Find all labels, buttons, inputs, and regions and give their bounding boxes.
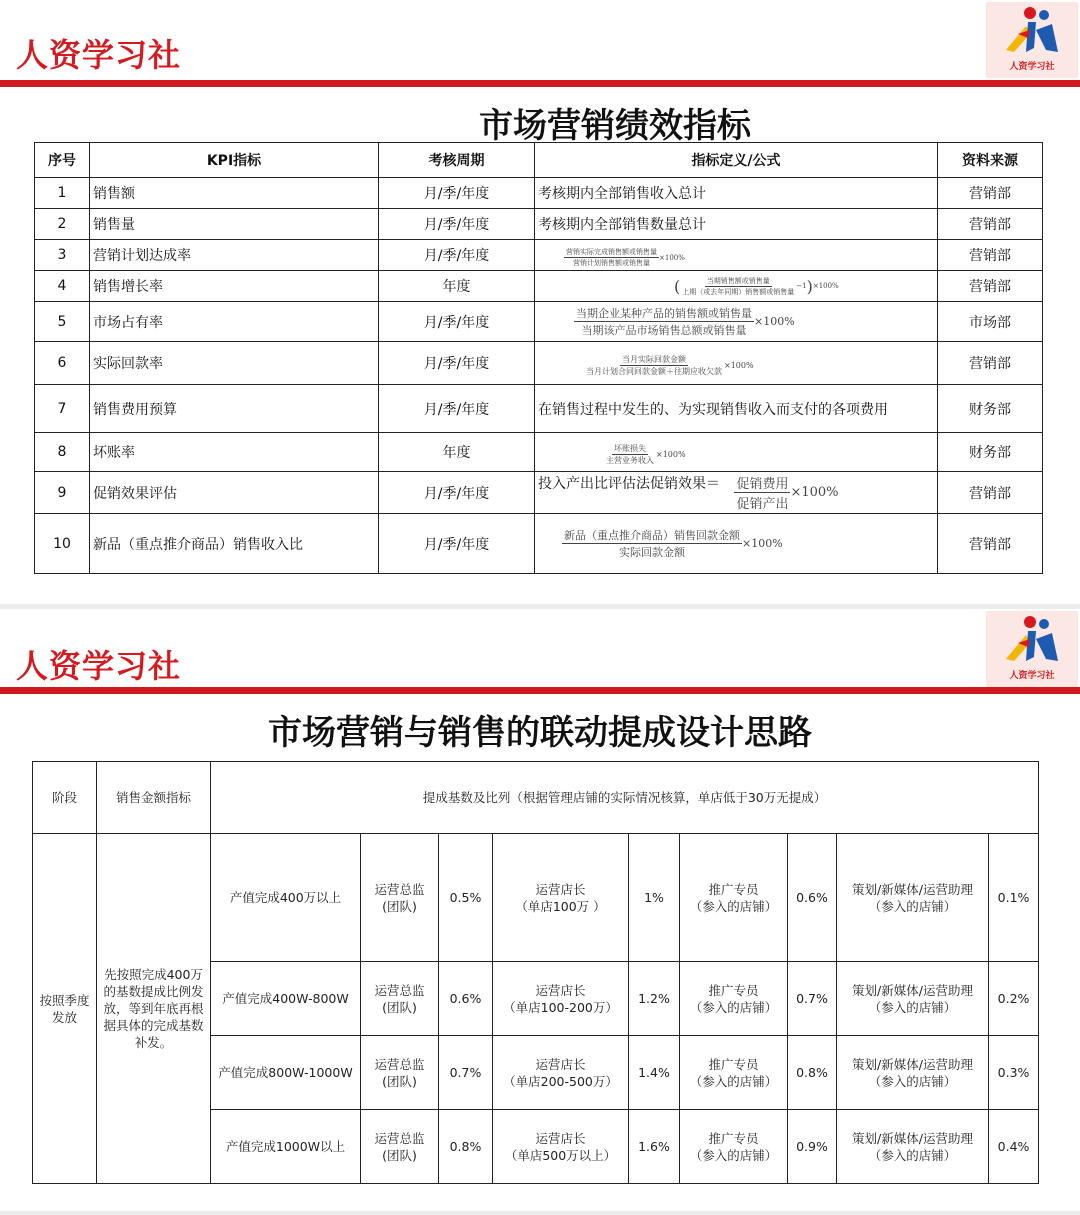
formula-post: ×100% (812, 282, 839, 290)
rate-cell: 0.8% (788, 1036, 837, 1110)
row-period: 年度 (379, 271, 535, 302)
logo-caption: 人资学习社 (1009, 62, 1055, 72)
role-cell (680, 834, 788, 962)
role-cell (680, 962, 788, 1036)
role-note: (团队) (382, 1147, 417, 1163)
table-row (33, 834, 1039, 962)
brand-logo (986, 2, 1078, 78)
row-no: 10 (35, 514, 90, 574)
row-kpi: 新品（重点推介商品）销售收入比 (90, 514, 379, 574)
formula (604, 443, 686, 466)
header-kpi: KPI指标 (90, 143, 379, 178)
role-note: （参入的店铺） (868, 1147, 957, 1163)
table-row (35, 209, 1043, 240)
role-name: 运营店长 (535, 1056, 586, 1072)
row-kpi: 营销计划达成率 (90, 240, 379, 271)
target-cell: 产值完成400万以上 (211, 834, 361, 962)
formula-numerator: 当月实际回款金额 (622, 354, 686, 364)
row-no: 1 (35, 178, 90, 209)
formula-numerator: 营销实际完成销售额或销售量 (566, 248, 657, 256)
rate-cell: 0.3% (989, 1036, 1039, 1110)
role-cell (493, 1110, 629, 1184)
row-no: 4 (35, 271, 90, 302)
formula-denominator: 营销计划销售额或销售量 (573, 259, 650, 267)
rate-cell: 1% (629, 834, 680, 962)
row-source: 营销部 (938, 209, 1043, 240)
rate-cell: 0.6% (439, 962, 493, 1036)
role-name: 策划/新媒体/运营助理 (852, 982, 973, 998)
row-period: 月/季/年度 (379, 342, 535, 385)
role-note: （单店200-500万） (503, 1073, 618, 1089)
table-header-row (33, 762, 1039, 834)
row-source: 财务部 (938, 433, 1043, 472)
header-period: 考核周期 (379, 143, 535, 178)
role-name: 运营总监 (374, 1130, 425, 1146)
row-source: 营销部 (938, 514, 1043, 574)
formula (564, 247, 685, 268)
role-note: （参入的店铺） (868, 999, 957, 1015)
formula (734, 473, 838, 512)
row-definition: 在销售过程中发生的、为实现销售收入而支付的各项费用 (535, 385, 938, 433)
role-note: (团队) (382, 999, 417, 1015)
formula-denominator: 主营业务收入 (606, 455, 654, 465)
formula-numerator: 新品（重点推介商品）销售回款金额 (564, 529, 740, 542)
header-definition: 指标定义/公式 (535, 143, 938, 178)
role-note: （参入的店铺） (689, 898, 778, 914)
role-note: （单店100万 ） (515, 898, 606, 914)
row-definition (535, 302, 938, 342)
role-cell (361, 1110, 439, 1184)
table-row (35, 342, 1043, 385)
rate-cell: 0.2% (989, 962, 1039, 1036)
formula-numerator: 当期企业某种产品的销售额或销售量 (576, 307, 752, 320)
role-note: （参入的店铺） (689, 1073, 778, 1089)
rate-cell: 1.6% (629, 1110, 680, 1184)
formula-tail: ×100% (724, 360, 754, 370)
target-cell: 产值完成1000W以上 (211, 1110, 361, 1184)
formula-tail: ×100% (742, 537, 783, 550)
row-no: 3 (35, 240, 90, 271)
row-kpi: 实际回款率 (90, 342, 379, 385)
row-period: 月/季/年度 (379, 178, 535, 209)
slide-commission (0, 609, 1080, 1211)
row-no: 8 (35, 433, 90, 472)
rate-cell: 0.4% (989, 1110, 1039, 1184)
role-note: (团队) (382, 898, 417, 914)
row-kpi: 促销效果评估 (90, 472, 379, 514)
page-title: 市场营销绩效指标 (479, 106, 751, 146)
indicator-cell: 先按照完成400万的基数提成比例发放，等到年底再根据具体的完成基数补发。 (97, 834, 211, 1184)
row-definition (535, 433, 938, 472)
rate-cell: 0.7% (788, 962, 837, 1036)
row-kpi: 市场占有率 (90, 302, 379, 342)
formula-tail: ×100% (659, 253, 685, 262)
row-definition: 考核期内全部销售数量总计 (535, 209, 938, 240)
header-red-bar (0, 80, 1080, 87)
role-note: （单店100-200万） (503, 999, 618, 1015)
header-no: 序号 (35, 143, 90, 178)
row-kpi: 销售增长率 (90, 271, 379, 302)
role-cell (361, 834, 439, 962)
row-no: 7 (35, 385, 90, 433)
rate-cell: 1.2% (629, 962, 680, 1036)
role-note: （参入的店铺） (689, 999, 778, 1015)
logo-caption: 人资学习社 (1009, 671, 1055, 681)
table-row (35, 240, 1043, 271)
rate-cell: 0.7% (439, 1036, 493, 1110)
role-cell (493, 962, 629, 1036)
table-header-row (35, 143, 1043, 178)
rate-cell: 0.9% (788, 1110, 837, 1184)
formula-denominator: 当月计划合同回款金额＋往期应收欠款 (586, 366, 722, 376)
table-row (35, 433, 1043, 472)
row-period: 月/季/年度 (379, 385, 535, 433)
row-source: 营销部 (938, 240, 1043, 271)
logo-figure-icon (1000, 613, 1064, 667)
row-period: 月/季/年度 (379, 209, 535, 240)
formula-denominator: 实际回款金额 (619, 546, 685, 559)
row-source: 营销部 (938, 178, 1043, 209)
row-no: 5 (35, 302, 90, 342)
header-basis: 提成基数及比列（根据管理店铺的实际情况核算，单店低于30万无提成） (211, 762, 1039, 834)
role-note: （单店500万以上） (504, 1147, 617, 1163)
role-name: 运营总监 (374, 881, 425, 897)
formula (574, 305, 795, 338)
row-kpi: 销售量 (90, 209, 379, 240)
role-name: 运营总监 (374, 1056, 425, 1072)
role-cell (680, 1036, 788, 1110)
table-row (35, 302, 1043, 342)
row-definition (535, 271, 938, 302)
brand-logo (986, 611, 1078, 687)
header-stage: 阶段 (33, 762, 97, 834)
role-name: 推广专员 (708, 881, 759, 897)
commission-table (32, 761, 1039, 1184)
row-source: 营销部 (938, 271, 1043, 302)
table-row (35, 514, 1043, 574)
role-note: （参入的店铺） (868, 1073, 957, 1089)
row-definition (535, 514, 938, 574)
role-cell (837, 1036, 989, 1110)
row-definition (535, 472, 938, 514)
target-cell: 产值完成800W-1000W (211, 1036, 361, 1110)
row-definition (535, 240, 938, 271)
formula-numerator: 当期销售额或销售量 (706, 276, 770, 285)
table-row (35, 385, 1043, 433)
stage-cell: 按照季度发放 (33, 834, 97, 1184)
row-source: 营销部 (938, 472, 1043, 514)
slide-kpi (0, 0, 1080, 604)
row-period: 月/季/年度 (379, 472, 535, 514)
role-name: 推广专员 (708, 982, 759, 998)
table-row (35, 178, 1043, 209)
formula-tail: ×100% (754, 315, 795, 328)
row-kpi: 坏账率 (90, 433, 379, 472)
role-name: 策划/新媒体/运营助理 (852, 1056, 973, 1072)
formula: ( $\frac{\text{当期销售额或销售量}}{\text{上期（或去年同期）销售额或销售量}}$ −1 ) ×100% (674, 276, 839, 296)
row-no: 9 (35, 472, 90, 514)
formula-tail: −1 (796, 282, 807, 290)
row-period: 年度 (379, 433, 535, 472)
role-cell (837, 962, 989, 1036)
role-name: 推广专员 (708, 1130, 759, 1146)
role-cell (837, 834, 989, 962)
formula-tail: ×100% (656, 449, 686, 459)
row-period: 月/季/年度 (379, 514, 535, 574)
role-cell (361, 1036, 439, 1110)
formula (562, 527, 783, 560)
role-note: （参入的店铺） (868, 898, 957, 914)
table-row (35, 271, 1043, 302)
row-kpi: 销售额 (90, 178, 379, 209)
brand-wordmark: 人资学习社 (16, 36, 182, 74)
rate-cell: 0.6% (788, 834, 837, 962)
formula (584, 354, 754, 377)
role-name: 运营店长 (535, 982, 586, 998)
row-kpi: 销售费用预算 (90, 385, 379, 433)
role-cell (493, 1036, 629, 1110)
row-period: 月/季/年度 (379, 240, 535, 271)
rate-cell: 0.5% (439, 834, 493, 962)
page-title: 市场营销与销售的联动提成设计思路 (268, 713, 812, 753)
table-row (35, 472, 1043, 514)
kpi-table (34, 142, 1043, 574)
row-no: 6 (35, 342, 90, 385)
role-name: 运营店长 (535, 881, 586, 897)
role-cell (361, 962, 439, 1036)
role-cell (837, 1110, 989, 1184)
formula-numerator: 坏账损失 (614, 443, 646, 453)
rate-cell: 0.1% (989, 834, 1039, 962)
rate-cell: 0.8% (439, 1110, 493, 1184)
logo-figure-icon (1000, 4, 1064, 58)
row-period: 月/季/年度 (379, 302, 535, 342)
role-cell (493, 834, 629, 962)
row-definition: 考核期内全部销售收入总计 (535, 178, 938, 209)
rate-cell: 1.4% (629, 1036, 680, 1110)
formula-denominator: 上期（或去年同期）销售额或销售量 (682, 287, 795, 296)
role-note: (团队) (382, 1073, 417, 1089)
role-note: （参入的店铺） (689, 1147, 778, 1163)
brand-wordmark: 人资学习社 (16, 647, 182, 685)
header-source: 资料来源 (938, 143, 1043, 178)
formula-denominator: 当期该产品市场销售总额或销售量 (581, 324, 747, 337)
row-source: 营销部 (938, 342, 1043, 385)
row-no: 2 (35, 209, 90, 240)
role-name: 策划/新媒体/运营助理 (852, 1130, 973, 1146)
formula-denominator: 促销产出 (736, 497, 789, 512)
formula-label: 投入产出比评估法促销效果＝ (538, 476, 720, 492)
row-source: 财务部 (938, 385, 1043, 433)
header-indicator: 销售金额指标 (97, 762, 211, 834)
role-name: 推广专员 (708, 1056, 759, 1072)
formula-tail: ×100% (790, 485, 839, 500)
role-name: 运营店长 (535, 1130, 586, 1146)
row-source: 市场部 (938, 302, 1043, 342)
role-name: 运营总监 (374, 982, 425, 998)
formula-numerator: 促销费用 (734, 473, 790, 493)
target-cell: 产值完成400W-800W (211, 962, 361, 1036)
header-red-bar (0, 687, 1080, 694)
role-cell (680, 1110, 788, 1184)
role-name: 策划/新媒体/运营助理 (852, 881, 973, 897)
row-definition (535, 342, 938, 385)
